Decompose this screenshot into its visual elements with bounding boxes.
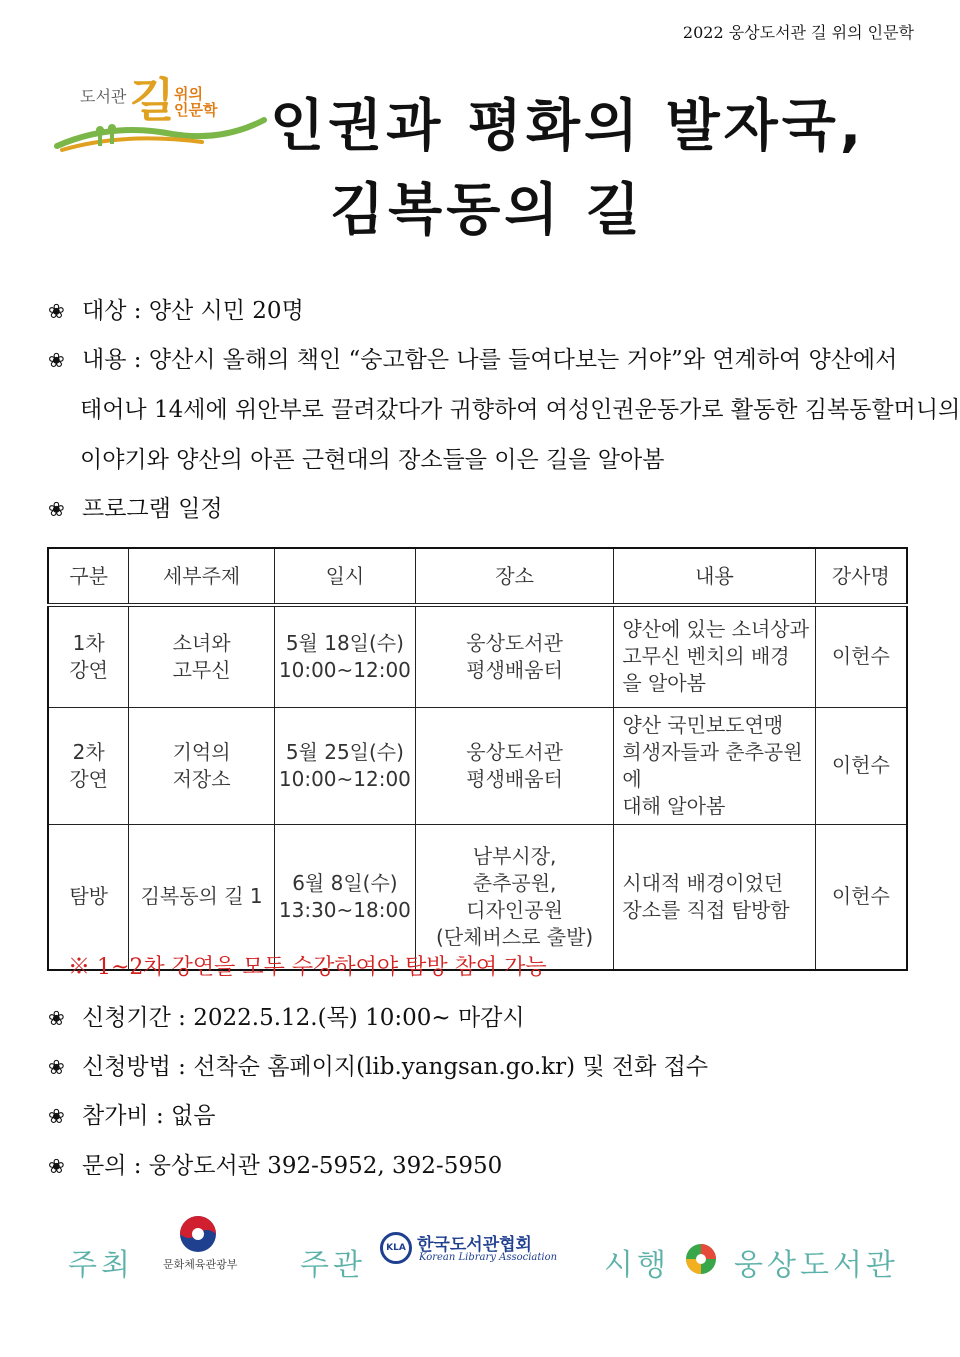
host-org: 문화체육관광부	[163, 1258, 238, 1271]
table-cell-topic: 기억의 저장소	[129, 707, 275, 824]
program-logo	[52, 64, 267, 154]
info-content-text-2: 태어나 14세에 위안부로 끌려갔다가 귀향하여 여성인권운동가로 활동한 김복동할머니의	[80, 397, 960, 423]
organizer-org: 한국도서관협회	[417, 1235, 532, 1255]
ministry-emblem-icon	[178, 1214, 218, 1254]
table-cell-topic: 김복동의 길 1	[129, 824, 275, 970]
executor-org: 웅상도서관	[734, 1248, 899, 1283]
table-cell-place: 남부시장, 춘추공원, 디자인공원 (단체버스로 출발)	[415, 824, 613, 970]
host-label: 주최	[68, 1248, 134, 1283]
apply-method-text: 신청방법 : 선착순 홈페이지(lib.yangsan.go.kr) 및 전화 접수	[82, 1054, 709, 1080]
table-header-row	[48, 548, 907, 605]
info-content-text-1: 내용 : 양산시 올해의 책인 “숭고함은 나를 들여다보는 거야”와 연계하여 양산에서	[82, 347, 898, 373]
table-cell-type: 1차 강연	[48, 605, 129, 707]
participation-note: ※ 1~2차 강연을 모두 수강하여야 탐방 참여 가능	[68, 955, 547, 980]
flower-bullet-icon: ❀	[48, 1104, 65, 1128]
table-cell-date: 5월 25일(수) 10:00~12:00	[274, 707, 415, 824]
flower-bullet-icon: ❀	[48, 497, 65, 521]
table-header: 구분	[48, 548, 129, 605]
ungsang-library-emblem-icon	[684, 1242, 718, 1276]
table-header: 세부주제	[129, 548, 275, 605]
executor-label: 시행	[604, 1248, 670, 1283]
info-content	[48, 335, 897, 385]
table-row	[48, 707, 907, 824]
top-note: 2022 웅상도서관 길 위의 인문학	[682, 23, 914, 42]
schedule-heading-text: 프로그램 일정	[82, 496, 223, 522]
footer-sponsors	[0, 1210, 960, 1310]
logo-sub-2: 인문학	[174, 101, 218, 119]
fee	[48, 1091, 215, 1141]
table-row	[48, 605, 907, 707]
apply-period-text: 신청기간 : 2022.5.12.(목) 10:00~ 마감시	[82, 1005, 525, 1031]
flower-bullet-icon: ❀	[48, 1006, 65, 1030]
flower-bullet-icon: ❀	[48, 348, 65, 372]
table-cell-content: 양산 국민보도연맹 희생자들과 춘추공원에 대해 알아봄	[614, 707, 815, 824]
kla-emblem-icon: KLA	[380, 1232, 412, 1264]
table-row	[48, 824, 907, 970]
logo-swoosh-icon	[52, 114, 267, 154]
table-cell-place: 웅상도서관 평생배움터	[415, 605, 613, 707]
table-header: 장소	[415, 548, 613, 605]
schedule-heading	[48, 484, 223, 534]
organizer-label: 주관	[300, 1248, 366, 1283]
table-cell-topic: 소녀와 고무신	[129, 605, 275, 707]
table-cell-type: 탐방	[48, 824, 129, 970]
flower-bullet-icon: ❀	[48, 1154, 65, 1178]
page-title-line1: 인권과 평화의 발자국,	[270, 94, 866, 159]
table-header: 내용	[614, 548, 815, 605]
table-cell-content: 시대적 배경이었던 장소를 직접 탐방함	[614, 824, 815, 970]
table-cell-lecturer: 이헌수	[815, 605, 907, 707]
table-cell-place: 웅상도서관 평생배움터	[415, 707, 613, 824]
table-cell-lecturer: 이헌수	[815, 824, 907, 970]
table-cell-type: 2차 강연	[48, 707, 129, 824]
table-cell-lecturer: 이헌수	[815, 707, 907, 824]
table-cell-date: 6월 8일(수) 13:30~18:00	[274, 824, 415, 970]
logo-gil-text: 길	[130, 73, 175, 127]
logo-sub-1: 위의	[174, 85, 203, 103]
info-target-text: 대상 : 양산 시민 20명	[82, 298, 304, 324]
flower-bullet-icon: ❀	[48, 1055, 65, 1079]
info-content-text-3: 이야기와 양산의 아픈 근현대의 장소들을 이은 길을 알아봄	[80, 447, 665, 473]
fee-text: 참가비 : 없음	[82, 1103, 216, 1129]
organizer-org-en: Korean Library Association	[419, 1252, 558, 1263]
table-header: 일시	[274, 548, 415, 605]
contact-text: 문의 : 웅상도서관 392-5952, 392-5950	[82, 1153, 503, 1179]
contact	[48, 1141, 502, 1191]
info-target	[48, 286, 304, 336]
apply-method	[48, 1042, 708, 1092]
table-cell-date: 5월 18일(수) 10:00~12:00	[274, 605, 415, 707]
apply-period	[48, 993, 525, 1043]
table-cell-content: 양산에 있는 소녀상과 고무신 벤치의 배경 을 알아봄	[614, 605, 815, 707]
page-title-line2: 김복동의 길	[330, 178, 644, 243]
schedule-table	[47, 547, 908, 971]
table-header: 강사명	[815, 548, 907, 605]
logo-small-text: 도서관	[80, 87, 127, 106]
flower-bullet-icon: ❀	[48, 299, 65, 323]
